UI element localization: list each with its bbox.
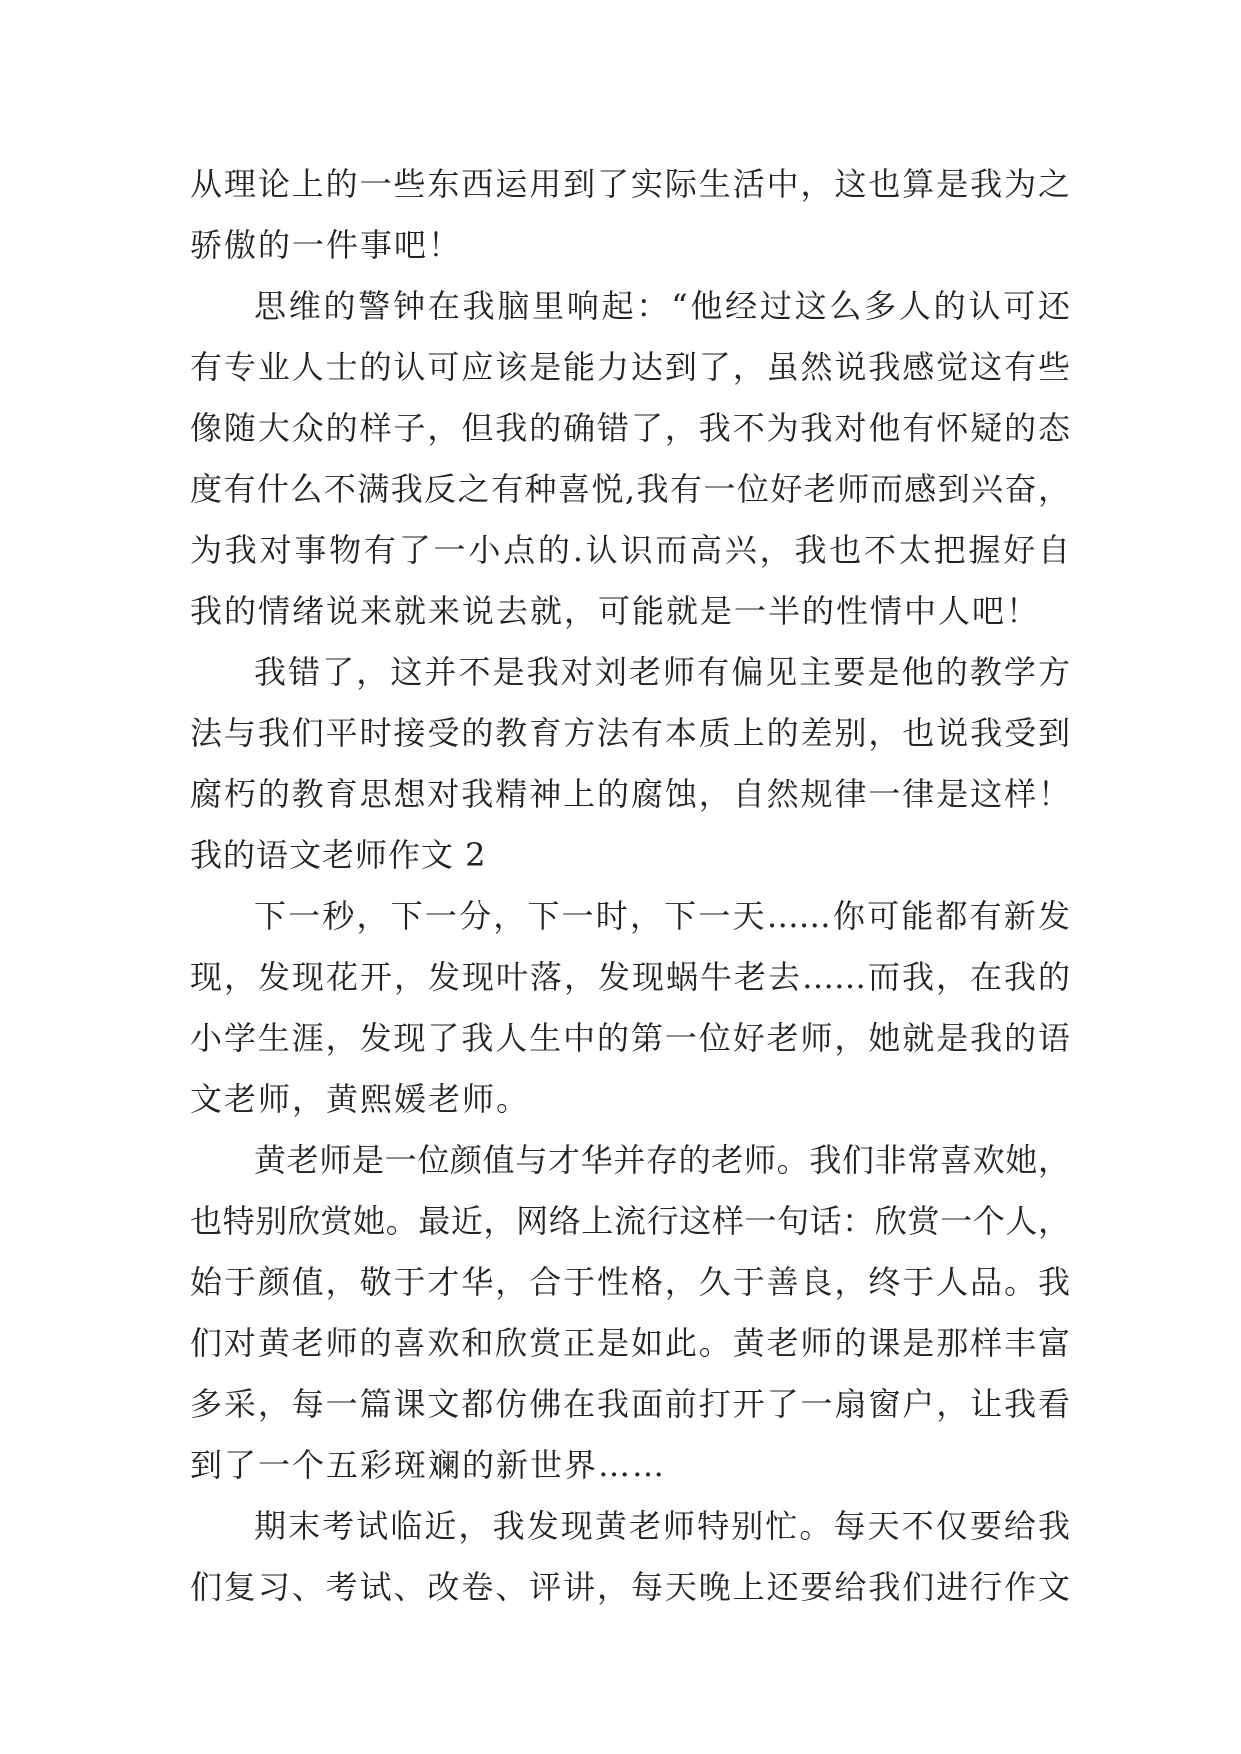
document-body — [190, 154, 1070, 1618]
text-line: 期末考试临近，我发现黄老师特别忙。每天不仅要给我 — [254, 1507, 1070, 1545]
text-line: 黄老师是一位颜值与才华并存的老师。我们非常喜欢她， — [254, 1141, 1070, 1179]
text-line: 为我对事物有了一小点的.认识而高兴，我也不太把握好自 — [190, 531, 1070, 569]
text-line: 到了一个五彩斑斓的新世界…… — [190, 1446, 667, 1484]
text-line: 腐朽的教育思想对我精神上的腐蚀，自然规律一律是这样！ — [190, 775, 1070, 813]
text-line: 们复习、考试、改卷、评讲，每天晚上还要给我们进行作文 — [190, 1568, 1070, 1606]
text-line: 我错了，这并不是我对刘老师有偏见主要是他的教学方 — [254, 653, 1070, 691]
text-line: 始于颜值，敬于才华，合于性格，久于善良，终于人品。我 — [190, 1263, 1070, 1301]
text-line: 现，发现花开，发现叶落，发现蜗牛老去……而我，在我的 — [190, 958, 1070, 996]
text-line: 像随大众的样子，但我的确错了，我不为我对他有怀疑的态 — [190, 409, 1070, 447]
text-line: 们对黄老师的喜欢和欣赏正是如此。黄老师的课是那样丰富 — [190, 1324, 1070, 1362]
text-line: 度有什么不满我反之有种喜悦,我有一位好老师而感到兴奋， — [190, 470, 1070, 508]
text-line: 骄傲的一件事吧！ — [190, 226, 463, 264]
section-heading: 我的语文老师作文 2 — [190, 836, 487, 874]
text-line: 从理论上的一些东西运用到了实际生活中，这也算是我为之 — [190, 165, 1070, 203]
text-line: 文老师，黄熙媛老师。 — [190, 1080, 531, 1118]
text-line: 思维的警钟在我脑里响起：“他经过这么多人的认可还 — [254, 287, 1070, 325]
text-line: 法与我们平时接受的教育方法有本质上的差别，也说我受到 — [190, 714, 1070, 752]
text-line: 也特别欣赏她。最近，网络上流行这样一句话：欣赏一个人， — [190, 1202, 1070, 1240]
text-line: 多采，每一篇课文都仿佛在我面前打开了一扇窗户，让我看 — [190, 1385, 1070, 1423]
text-line: 我的情绪说来就来说去就，可能就是一半的性情中人吧！ — [190, 592, 1041, 630]
text-line: 有专业人士的认可应该是能力达到了，虽然说我感觉这有些 — [190, 348, 1070, 386]
text-line: 小学生涯，发现了我人生中的第一位好老师，她就是我的语 — [190, 1019, 1070, 1057]
text-line: 下一秒，下一分，下一时，下一天……你可能都有新发 — [254, 897, 1070, 935]
